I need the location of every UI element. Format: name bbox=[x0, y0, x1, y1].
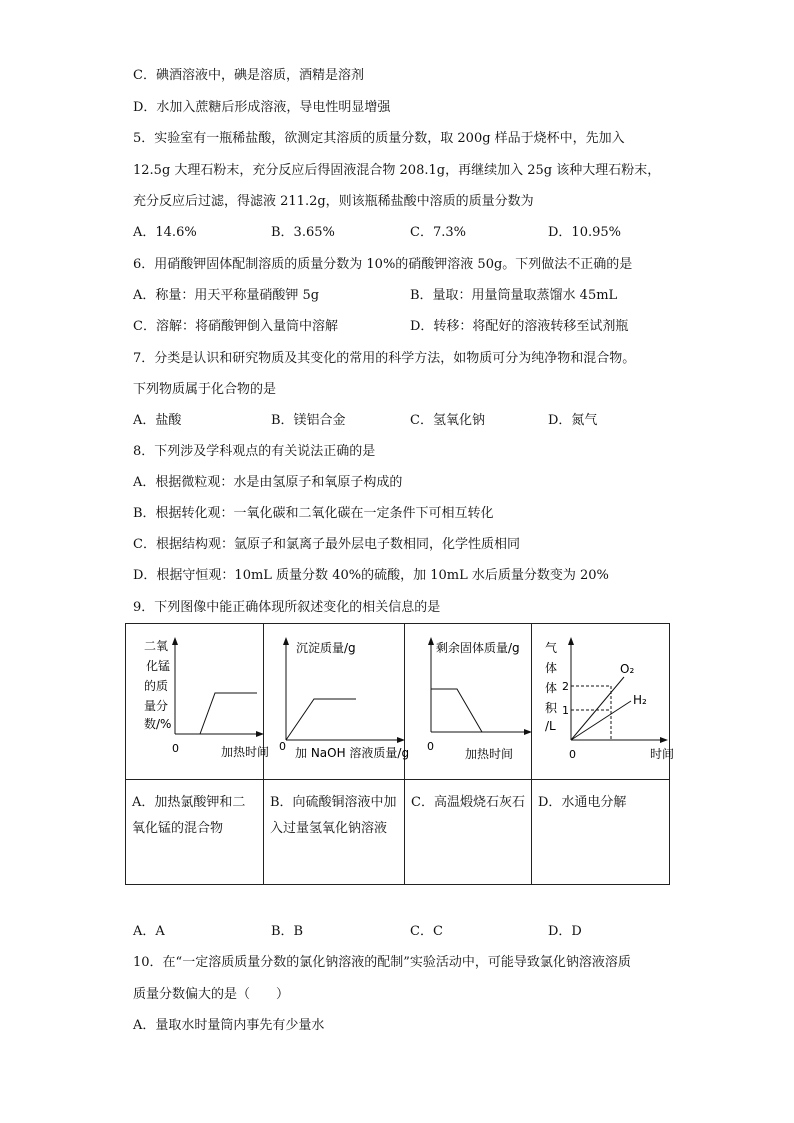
q5-option-c: C．7.3% bbox=[410, 225, 466, 240]
q8-option-a: A．根据微粒观：水是由氢原子和氧原子构成的 bbox=[133, 475, 403, 490]
q7-option-a: A．盐酸 bbox=[133, 413, 182, 428]
q9-option-c: C．C bbox=[410, 924, 443, 939]
graph-d-ylabel-3: 体 bbox=[545, 681, 558, 695]
graph-a-ylabel-2: 化锰 bbox=[146, 659, 171, 673]
graph-c bbox=[405, 624, 532, 779]
graph-d-o2-label: O₂ bbox=[620, 662, 635, 676]
graph-b-origin: 0 bbox=[279, 740, 286, 753]
caption-a: A．加热氯酸钾和二氧化锰的混合物 bbox=[132, 795, 246, 836]
graph-a-cell bbox=[126, 624, 270, 780]
q5-option-d: D．10.95% bbox=[548, 225, 621, 240]
q5-option-b: B．3.65% bbox=[271, 225, 335, 240]
graph-a-ylabel-3: 的质 bbox=[144, 679, 169, 693]
graph-c-origin: 0 bbox=[427, 740, 434, 753]
graph-a bbox=[126, 624, 270, 779]
caption-b: B．向硫酸铜溶液中加入过量氢氧化钠溶液 bbox=[270, 795, 397, 836]
q9-stem: 9．下列图像中能正确体现所叙述变化的相关信息的是 bbox=[133, 600, 441, 615]
graph-d-xlabel: 时间 bbox=[650, 747, 675, 761]
graph-a-ylabel-5: 数/% bbox=[144, 717, 172, 731]
graph-c-cell bbox=[405, 624, 532, 780]
graph-d-ylabel-4: 积 bbox=[545, 701, 558, 715]
q6-option-c: C．溶解：将硝酸钾倒入量筒中溶解 bbox=[133, 319, 338, 334]
graph-c-ylabel: 剩余固体质量/g bbox=[436, 641, 520, 655]
graph-a-ylabel-1: 二氧 bbox=[144, 639, 169, 653]
q6-stem: 6．用硝酸钾固体配制溶质的质量分数为 10%的硝酸钾溶液 50g。下列做法不正确的是 bbox=[133, 257, 633, 272]
q9-option-a: A．A bbox=[133, 924, 165, 939]
q8-option-b: B．根据转化观：一氧化碳和二氧化碳在一定条件下可相互转化 bbox=[133, 506, 494, 521]
q7-option-c: C．氢氧化钠 bbox=[410, 413, 485, 428]
graph-d-cell bbox=[532, 624, 675, 780]
q9-option-d: D．D bbox=[548, 924, 582, 939]
q9-figure-table bbox=[125, 623, 675, 885]
graph-a-origin: 0 bbox=[172, 742, 179, 755]
graph-c-xlabel: 加热时间 bbox=[465, 747, 514, 761]
q4-option-d: D．水加入蔗糖后形成溶液，导电性明显增强 bbox=[133, 100, 391, 115]
graph-d-tick-1: 1 bbox=[562, 704, 569, 717]
q9-option-b: B．B bbox=[271, 924, 304, 939]
q10-stem-1: 10．在“一定溶质质量分数的氯化钠溶液的配制”实验活动中，可能导致氯化钠溶液溶质 bbox=[133, 955, 631, 970]
q7-option-d: D．氮气 bbox=[548, 413, 598, 428]
graph-b-ylabel: 沉淀质量/g bbox=[296, 641, 356, 655]
graph-d-h2-label: H₂ bbox=[633, 693, 647, 707]
graph-d-ylabel-5: /L bbox=[545, 719, 556, 733]
q10-option-a: A．量取水时量筒内事先有少量水 bbox=[133, 1018, 325, 1033]
graph-b bbox=[264, 624, 410, 779]
graph-a-xlabel: 加热时间 bbox=[221, 745, 270, 759]
q10-stem-2: 质量分数偏大的是（ ） bbox=[133, 987, 290, 1002]
q5-stem-2: 12.5g 大理石粉末，充分反应后得固液混合物 208.1g，再继续加入 25g 该种大理石粉末， bbox=[133, 163, 661, 178]
q7-option-b: B．镁铝合金 bbox=[271, 413, 346, 428]
graph-d-origin: 0 bbox=[569, 748, 576, 761]
q7-stem-2: 下列物质属于化合物的是 bbox=[133, 382, 277, 397]
q8-option-d: D．根据守恒观：10mL 质量分数 40%的硫酸，加 10mL 水后质量分数变为 20% bbox=[133, 568, 609, 583]
graph-d-tick-2: 2 bbox=[562, 680, 569, 693]
q8-stem: 8．下列涉及学科观点的有关说法正确的是 bbox=[133, 444, 376, 459]
graph-d-ylabel-1: 气 bbox=[545, 641, 558, 655]
graph-d bbox=[532, 624, 675, 779]
q6-option-d: D．转移：将配好的溶液转移至试剂瓶 bbox=[410, 319, 629, 334]
q5-option-a: A．14.6% bbox=[133, 225, 197, 240]
q6-option-b: B．量取：用量筒量取蒸馏水 45mL bbox=[410, 288, 618, 303]
caption-c: C．高温煅烧石灰石 bbox=[411, 795, 525, 810]
q8-option-c: C．根据结构观：氩原子和氯离子最外层电子数相同，化学性质相同 bbox=[133, 537, 520, 552]
graph-b-xlabel: 加 NaOH 溶液质量/g bbox=[295, 746, 410, 760]
q7-stem-1: 7．分类是认识和研究物质及其变化的常用的科学方法，如物质可分为纯净物和混合物。 bbox=[133, 351, 636, 366]
q4-option-c: C．碘酒溶液中，碘是溶质，酒精是溶剂 bbox=[133, 68, 364, 83]
caption-d: D．水通电分解 bbox=[538, 795, 627, 810]
q6-option-a: A．称量：用天平称量硝酸钾 5g bbox=[133, 288, 320, 303]
graph-a-ylabel-4: 量分 bbox=[144, 699, 169, 713]
q5-stem-3: 充分反应后过滤，得滤液 211.2g，则该瓶稀盐酸中溶质的质量分数为 bbox=[133, 194, 534, 209]
graph-d-ylabel-2: 体 bbox=[545, 661, 558, 675]
q5-stem-1: 5．实验室有一瓶稀盐酸，欲测定其溶质的质量分数，取 200g 样品于烧杯中，先加入 bbox=[133, 131, 625, 146]
graph-b-cell bbox=[264, 624, 410, 780]
